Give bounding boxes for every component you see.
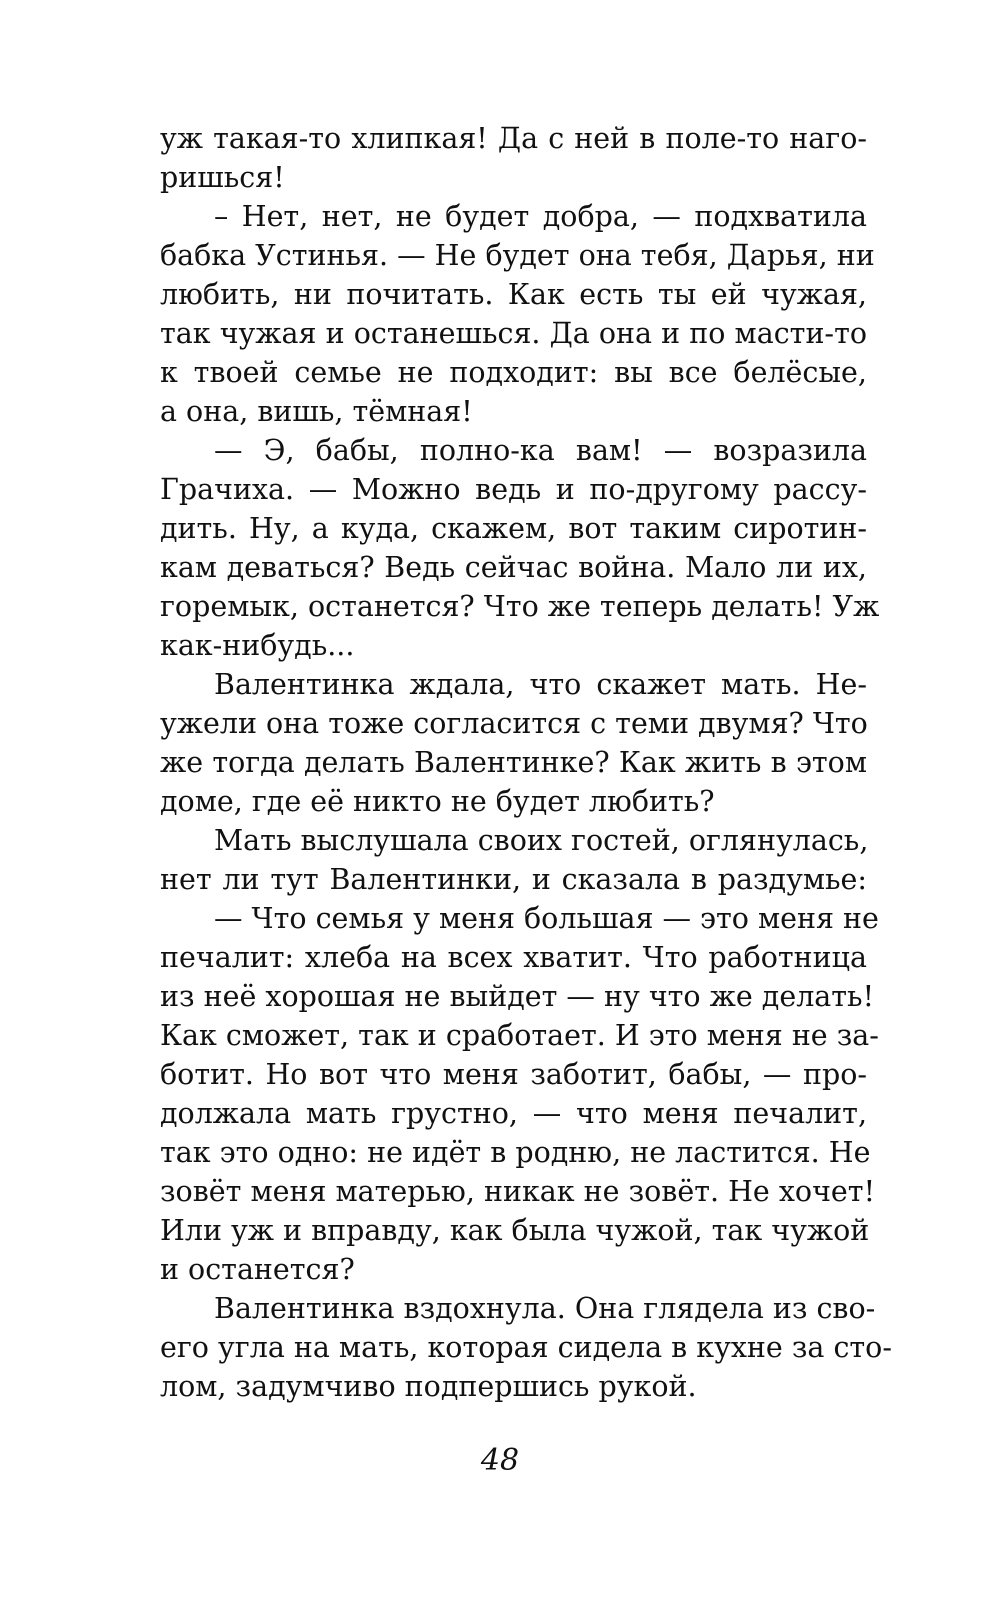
text-line: из неё хорошая не выйдет — ну что же делать! <box>160 980 875 1013</box>
text-line: ужели она тоже согласится с теми двумя? Что <box>160 707 868 740</box>
text-line: кам деваться? Ведь сейчас война. Мало ли их, <box>160 551 867 584</box>
text-line: бабка Устинья. — Не будет она тебя, Дарья, ни <box>160 239 875 272</box>
text-line: Или уж и вправду, как была чужой, так чужой <box>160 1214 870 1247</box>
text-line: же тогда делать Валентинке? Как жить в этом <box>160 746 867 779</box>
text-line: уж такая-то хлипкая! Да с ней в поле-то наго- <box>160 122 867 155</box>
text-line: печалит: хлеба на всех хватит. Что работница <box>160 941 867 974</box>
text-line: нет ли тут Валентинки, и сказала в раздумье: <box>160 863 867 896</box>
text-line: так чужая и останешься. Да она и по масти-то <box>160 317 867 350</box>
text-line: как-нибудь... <box>160 629 355 662</box>
text-line: Грачиха. — Можно ведь и по-другому рассу- <box>160 473 867 506</box>
text-line: Мать выслушала своих гостей, оглянулась, <box>214 824 869 857</box>
text-line: должала мать грустно, — что меня печалит, <box>160 1097 867 1130</box>
text-line: к твоей семье не подходит: вы все белёсые, <box>160 356 867 389</box>
text-line: его угла на мать, которая сидела в кухне за сто- <box>160 1331 892 1364</box>
text-line: любить, ни почитать. Как есть ты ей чужая, <box>160 278 867 311</box>
page-number: 48 <box>480 1443 520 1478</box>
text-line: — Э, бабы, полно-ка вам! — возразила <box>214 434 867 467</box>
text-line: Валентинка вздохнула. Она глядела из сво- <box>214 1292 876 1325</box>
text-line: дить. Ну, а куда, скажем, вот таким сиротин- <box>160 512 867 545</box>
text-line: зовёт меня матерью, никак не зовёт. Не хочет! <box>160 1175 876 1208</box>
text-line: ботит. Но вот что меня заботит, бабы, — про- <box>160 1058 867 1091</box>
text-line: Как сможет, так и сработает. И это меня не за- <box>160 1019 879 1052</box>
text-line: лом, задумчиво подпершись рукой. <box>160 1370 697 1403</box>
text-line: — Что семья у меня большая — это меня не <box>214 902 879 935</box>
text-line: Валентинка ждала, что скажет мать. Не- <box>214 668 867 701</box>
text-line: ришься! <box>160 161 285 194</box>
text-line: так это одно: не идёт в родню, не ластится. Не <box>160 1136 871 1169</box>
text-line: доме, где её никто не будет любить? <box>160 785 715 818</box>
text-line: – Нет, нет, не будет добра, — подхватила <box>214 200 867 233</box>
text-line: и останется? <box>160 1253 355 1286</box>
text-line: а она, вишь, тёмная! <box>160 395 473 428</box>
text-line: горемык, останется? Что же теперь делать! Уж <box>160 590 880 623</box>
